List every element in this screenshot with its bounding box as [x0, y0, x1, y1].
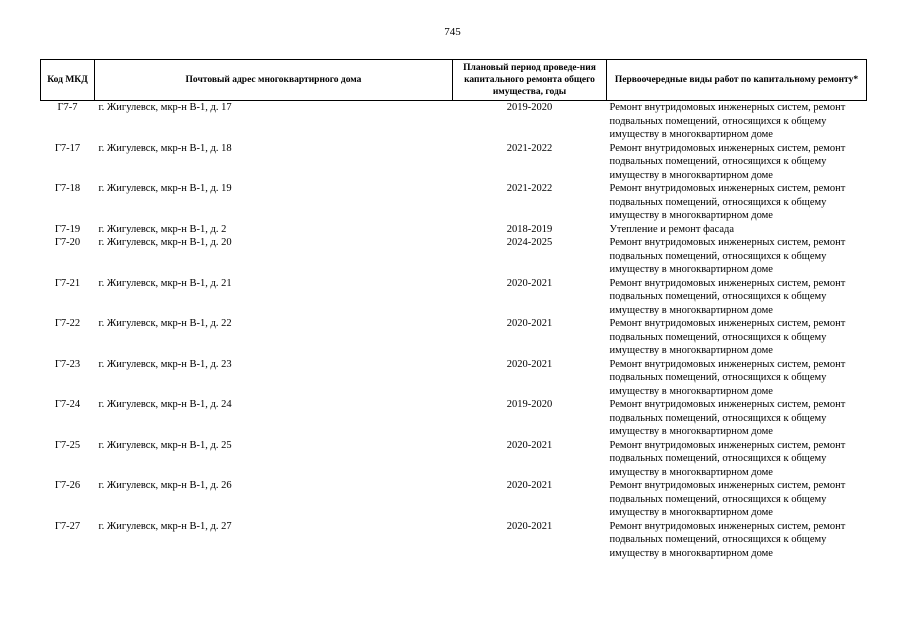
- table-row: [41, 142, 867, 183]
- cell-code: Г7-18: [54, 183, 81, 194]
- cell-address: г. Жигулевск, мкр-н В-1, д. 17: [98, 102, 232, 113]
- cell-code: Г7-19: [54, 223, 81, 235]
- cell-address: г. Жигулевск, мкр-н В-1, д. 26: [98, 480, 232, 491]
- cell-code: Г7-25: [54, 439, 81, 451]
- cell-works: Ремонт внутридомовых инженерных систем, ремонт подвальных помещений, относящихся к общему имуществу в многоквартирном доме: [609, 237, 846, 275]
- table-row: [41, 520, 867, 561]
- cell-period: 2019-2020: [506, 102, 553, 113]
- table-header-row: [41, 60, 867, 101]
- cell-period: 2020-2021: [506, 277, 553, 289]
- cell-works: Ремонт внутридомовых инженерных систем, ремонт подвальных помещений, относящихся к общему имуществу в многоквартирном доме: [609, 183, 846, 221]
- cell-address: г. Жигулевск, мкр-н В-1, д. 23: [98, 358, 232, 370]
- cell-code: Г7-24: [54, 399, 81, 410]
- header-period: Плановый период проведе-ния капитального ремонта общего имущества, годы: [453, 60, 607, 101]
- cell-period: 2018-2019: [506, 223, 553, 235]
- cell-code: Г7-20: [54, 237, 81, 248]
- cell-code: Г7-26: [54, 480, 81, 491]
- cell-address: г. Жигулевск, мкр-н В-1, д. 18: [98, 142, 232, 154]
- cell-code: Г7-23: [54, 358, 81, 370]
- cell-works: Ремонт внутридомовых инженерных систем, ремонт подвальных помещений, относящихся к общему имуществу в многоквартирном доме: [609, 277, 846, 316]
- cell-works: Ремонт внутридомовых инженерных систем, ремонт подвальных помещений, относящихся к общему имуществу в многоквартирном доме: [609, 102, 846, 140]
- cell-code: Г7-7: [57, 102, 78, 113]
- table-row: [41, 358, 867, 399]
- table-row: [41, 317, 867, 358]
- cell-period: 2019-2020: [506, 399, 553, 410]
- cell-period: 2020-2021: [506, 520, 553, 532]
- table-row: [41, 277, 867, 318]
- cell-works: Ремонт внутридомовых инженерных систем, ремонт подвальных помещений, относящихся к общему имуществу в многоквартирном доме: [609, 399, 846, 437]
- table-row: [41, 101, 867, 142]
- cell-period: 2020-2021: [506, 439, 553, 451]
- cell-period: 2020-2021: [506, 480, 553, 491]
- table-row: [41, 236, 867, 277]
- cell-address: г. Жигулевск, мкр-н В-1, д. 19: [98, 183, 232, 194]
- cell-works: Ремонт внутридомовых инженерных систем, ремонт подвальных помещений, относящихся к общему имуществу в многоквартирном доме: [609, 142, 846, 181]
- cell-address: г. Жигулевск, мкр-н В-1, д. 20: [98, 237, 232, 248]
- cell-works: Ремонт внутридомовых инженерных систем, ремонт подвальных помещений, относящихся к общему имуществу в многоквартирном доме: [609, 439, 846, 478]
- cell-address: г. Жигулевск, мкр-н В-1, д. 24: [98, 399, 232, 410]
- cell-address: г. Жигулевск, мкр-н В-1, д. 2: [98, 223, 227, 235]
- cell-period: 2020-2021: [506, 318, 553, 329]
- table-row: [41, 439, 867, 480]
- cell-works: Ремонт внутридомовых инженерных систем, ремонт подвальных помещений, относящихся к общему имуществу в многоквартирном доме: [609, 520, 846, 559]
- table-row: [41, 182, 867, 223]
- cell-period: 2021-2022: [506, 183, 553, 194]
- cell-code: Г7-21: [54, 277, 81, 289]
- cell-address: г. Жигулевск, мкр-н В-1, д. 27: [98, 520, 232, 532]
- cell-address: г. Жигулевск, мкр-н В-1, д. 25: [98, 439, 232, 451]
- cell-period: 2021-2022: [506, 142, 553, 154]
- cell-works: Ремонт внутридомовых инженерных систем, ремонт подвальных помещений, относящихся к общему имуществу в многоквартирном доме: [609, 318, 846, 356]
- housing-register-table: [40, 59, 867, 560]
- page-number: 745: [444, 26, 461, 38]
- cell-code: Г7-17: [54, 142, 81, 154]
- table-row: [41, 223, 867, 237]
- cell-period: 2020-2021: [506, 358, 553, 370]
- cell-address: г. Жигулевск, мкр-н В-1, д. 22: [98, 318, 232, 329]
- table-row: [41, 398, 867, 439]
- table-row: [41, 479, 867, 520]
- cell-address: г. Жигулевск, мкр-н В-1, д. 21: [98, 277, 232, 289]
- cell-works: Утепление и ремонт фасада: [609, 223, 735, 235]
- header-code: Код МКД: [41, 60, 95, 101]
- cell-works: Ремонт внутридомовых инженерных систем, ремонт подвальных помещений, относящихся к общему имуществу в многоквартирном доме: [609, 358, 846, 397]
- header-address: Почтовый адрес многоквартирного дома: [95, 60, 453, 101]
- cell-works: Ремонт внутридомовых инженерных систем, ремонт подвальных помещений, относящихся к общему имуществу в многоквартирном доме: [609, 480, 846, 518]
- cell-period: 2024-2025: [506, 237, 553, 248]
- cell-code: Г7-27: [54, 520, 81, 532]
- cell-code: Г7-22: [54, 318, 81, 329]
- header-works: Первоочередные виды работ по капитальному ремонту*: [607, 60, 867, 101]
